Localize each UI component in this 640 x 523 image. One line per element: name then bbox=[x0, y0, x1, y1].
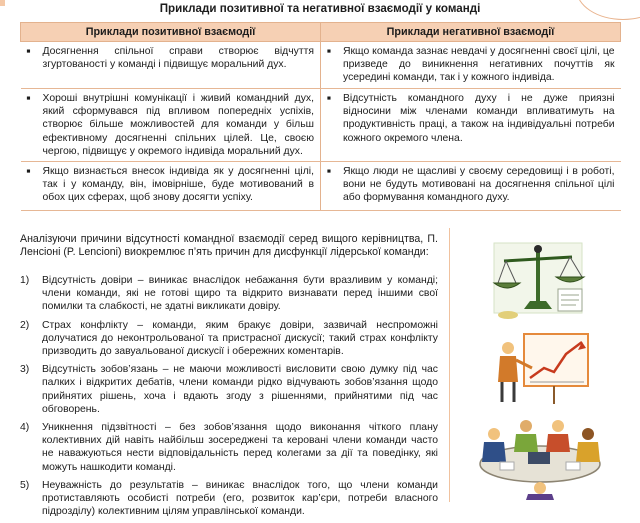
positive-example: Хороші внутрішні комунікації і живий командний дух, який сформувався під впливом попередніх успіхів, створює більше можливостей для команди у більш ефективному досягненні спільних цілей. Це, своєю чергою, підвищує у окремого індивіда моральний дух. bbox=[42, 93, 314, 157]
intro-paragraph: Аналізуючи причини відсутності командної взаємодії серед вищого керівництва, П. Ленсіоні (P. Lencioni) виокремлює п’ять причин для дисфункції лідерської команди: bbox=[20, 233, 438, 259]
bullet-square-icon: ■ bbox=[26, 95, 31, 102]
presenter-head bbox=[502, 342, 514, 354]
interaction-examples-table bbox=[20, 22, 621, 211]
positive-column-header: Приклади позитивної взаємодії bbox=[21, 23, 321, 42]
negative-column-header: Приклади негативної взаємодії bbox=[321, 23, 621, 42]
coin-stack bbox=[498, 311, 518, 319]
team-meeting-illustration bbox=[470, 404, 610, 500]
list-number: 3) bbox=[20, 364, 30, 376]
team-member bbox=[514, 434, 538, 452]
reason-text: Неуважність до результатів – виникає внаслідок того, що члени команди протиставляють особисті потреби (его, розвиток кар’єри, потреби власного підрозділу) колективним цілям управлінської команди. bbox=[42, 479, 438, 518]
positive-example: Досягнення спільної справи створює відчуття згуртованості у команді і підвищує моральний дух. bbox=[42, 46, 314, 71]
bullet-square-icon: ■ bbox=[26, 168, 31, 176]
bullet-square-icon: ■ bbox=[26, 48, 31, 55]
list-item bbox=[20, 274, 438, 314]
reason-text: Відсутність довіри – виникає внаслідок небажання бути вразливим у команді; члени команди, які не готові щиро та відкрито визнавати перед іншими свої помилки та слабкості, не здатні викликати довіру. bbox=[42, 275, 438, 313]
negative-example: Якщо команда зазнає невдачі у досягненні своєї цілі, це призведе до виникнення негативних почуттів як усередині команди, так і у кожного індивіда. bbox=[343, 46, 615, 84]
list-number: 4) bbox=[20, 422, 30, 434]
negative-example: Відсутність командного духу і не дуже приязні відносини між членами команди впливатимуть на продуктивність праці, а також на індивідуальні потреби кожного окремого члена. bbox=[343, 93, 615, 144]
team-member bbox=[526, 494, 554, 500]
presenter-chart-illustration bbox=[494, 330, 594, 406]
presenter-body bbox=[498, 356, 518, 382]
bullet-square-icon: ■ bbox=[327, 168, 331, 176]
chart-board bbox=[524, 334, 588, 386]
document-sheet bbox=[566, 462, 580, 470]
table-row bbox=[21, 89, 621, 162]
table-row bbox=[21, 42, 621, 89]
list-number: 1) bbox=[20, 275, 30, 286]
column-divider bbox=[449, 228, 450, 502]
bullet-square-icon: ■ bbox=[327, 48, 331, 55]
list-number: 2) bbox=[20, 319, 30, 331]
team-member bbox=[482, 442, 506, 462]
reason-text: Страх конфлікту – команди, яким бракує довіри, зазвичай неспроможні долучатися до неконтрольованої та пристрасної дискусії; такий страх конфлікту призводить до завуальованої дискусії і обережних коментарів. bbox=[42, 319, 438, 358]
page-title: Приклади позитивної та негативної взаємодії у команді bbox=[159, 2, 481, 15]
list-item bbox=[20, 421, 438, 474]
team-member bbox=[576, 442, 600, 462]
laptop bbox=[528, 452, 550, 464]
reason-text: Відсутність зобов’язань – не маючи можливості висловити свою думку під час палких і відкритих дебатів, члени команди рідко відчувають зобов’язання щодо прийнятих рішень, хоча і вдають згоду з рішеннями, прийнятими під час обговорень. bbox=[42, 364, 438, 415]
positive-example: Якщо визнається внесок індивіда як у досягненні цілі, так і у команду, він, імовірніше, буде мотивований в обох цих сферах, щоб знову досягти успіху. bbox=[42, 166, 314, 204]
dysfunction-reasons-list bbox=[20, 274, 438, 523]
scale-knob bbox=[534, 245, 542, 253]
table-row bbox=[21, 162, 621, 211]
team-member bbox=[546, 434, 570, 452]
balance-scales-illustration bbox=[486, 237, 594, 323]
list-item bbox=[20, 319, 438, 359]
reason-text: Уникнення підзвітності – без зобов’язання щодо виконання чіткого плану колективних дій навіть найбільш зосереджені та керовані члени команди часто не наважуються нести відповідальність перед колегами за дії та поведінку, які можуть нашкодити команді. bbox=[42, 422, 438, 473]
list-item bbox=[20, 363, 438, 416]
list-number: 5) bbox=[20, 479, 30, 491]
list-item bbox=[20, 479, 438, 519]
negative-example: Якщо люди не щасливі у своєму середовищі і в роботі, вони не будуть мотивовані на досягнення спільної цілі або формування командного духу. bbox=[343, 166, 615, 204]
bullet-square-icon: ■ bbox=[327, 95, 331, 102]
document-sheet bbox=[500, 462, 514, 470]
